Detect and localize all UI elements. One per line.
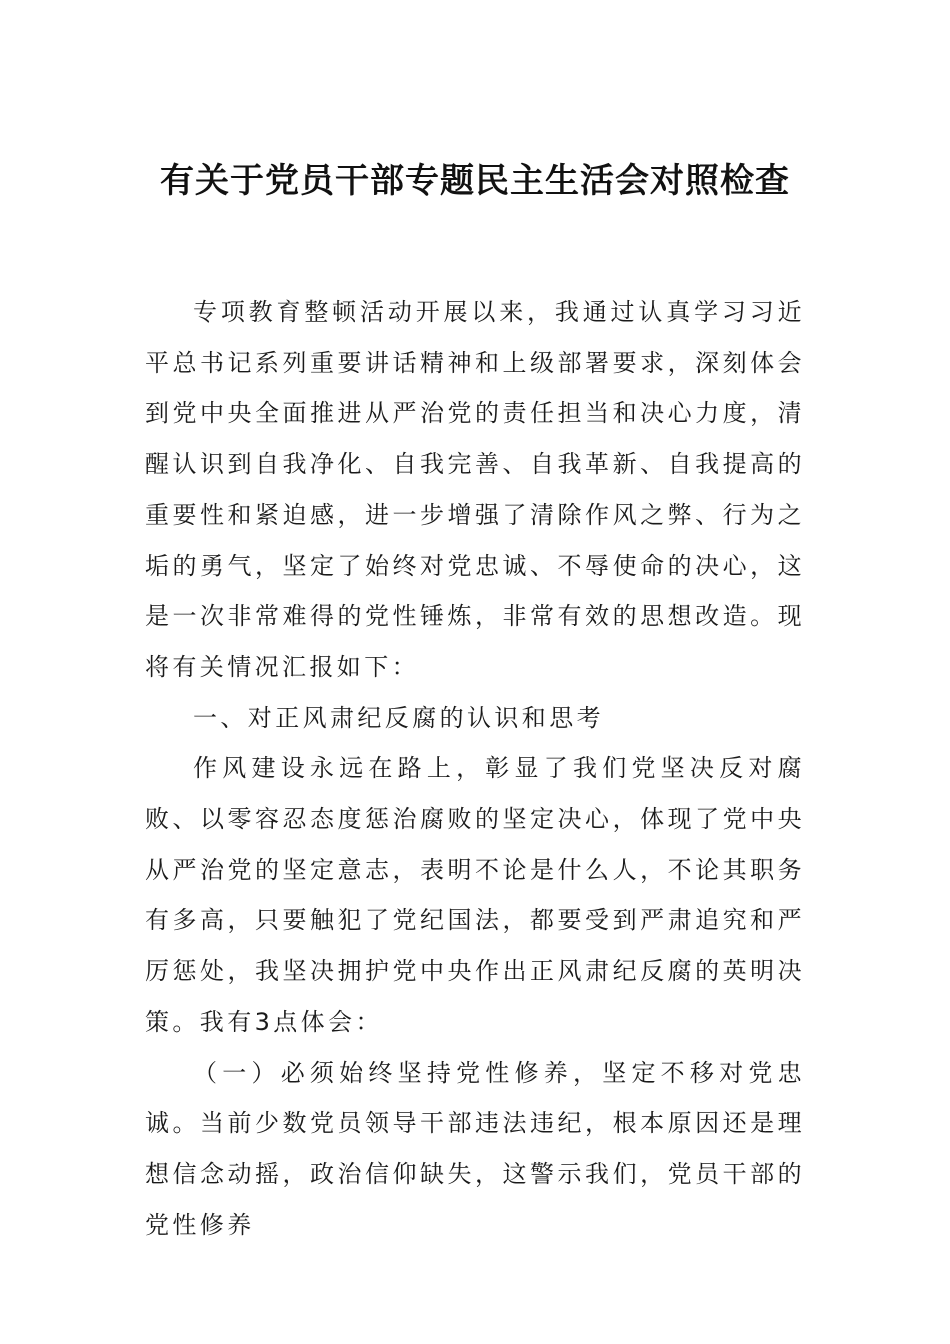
intro-paragraph: 专项教育整顿活动开展以来，我通过认真学习习近平总书记系列重要讲话精神和上级部署要求，深刻体会到党中央全面推进从严治党的责任担当和决心力度，清醒认识到自我净化、自我完善、自我革新、自我提高的重要性和紧迫感，进一步增强了清除作风之弊、行为之垢的勇气，坚定了始终对党忠诚、不辱使命的决心，这是一次非常难得的党性锤炼，非常有效的思想改造。现将有关情况汇报如下： — [145, 298, 805, 681]
section-heading: 一、对正风肃纪反腐的认识和思考 — [193, 703, 604, 732]
section-paragraph: 作风建设永远在路上，彰显了我们党坚决反对腐败、以零容忍态度惩治腐败的坚定决心，体现了党中央从严治党的坚定意志，表明不论是什么人，不论其职务有多高，只要触犯了党纪国法，都要受到严肃追究和严厉惩处，我坚决拥护党中央作出正风肃纪反腐的英明决策。我有3点体会： — [145, 754, 805, 1036]
document-body — [145, 287, 805, 1250]
subsection-paragraph: （一）必须始终坚持党性修养，坚定不移对党忠诚。当前少数党员领导干部违法违纪，根本原因还是理想信念动摇，政治信仰缺失，这警示我们，党员干部的党性修养 — [145, 1058, 805, 1239]
document-title: 有关于党员干部专题民主生活会对照检查 — [160, 161, 790, 201]
